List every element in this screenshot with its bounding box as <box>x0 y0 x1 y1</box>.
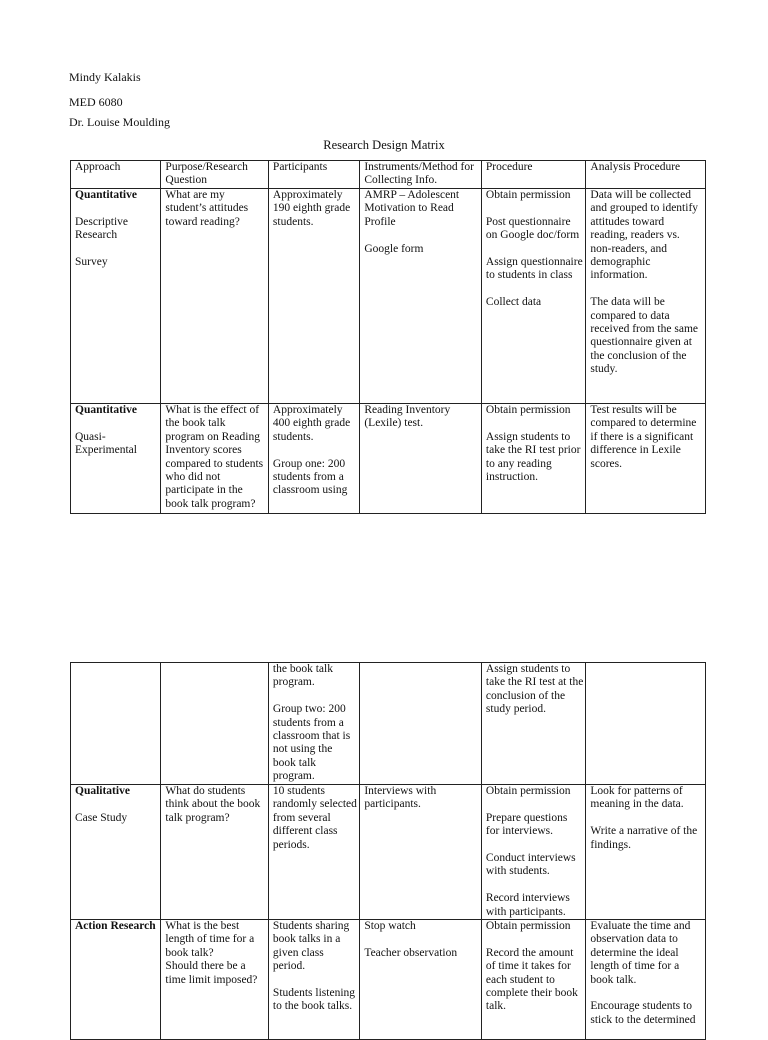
course-code: MED 6080 <box>69 95 123 109</box>
participants-cell <box>268 785 359 920</box>
approach-detail: Case Study <box>75 811 128 824</box>
cell-text: Should there be a time limit imposed? <box>165 960 258 986</box>
column-header: Procedure <box>481 161 585 189</box>
table-row <box>71 189 706 404</box>
purpose-cell <box>161 785 269 920</box>
cell-text: Assign questionnaire to students in class <box>485 256 583 282</box>
approach-type: Action Research <box>75 920 156 933</box>
table-row <box>71 785 706 920</box>
cell-text: Write a narrative of the findings. <box>590 825 698 851</box>
participants-cell <box>268 663 359 785</box>
cell-text: Post questionnaire on Google doc/form <box>485 215 580 242</box>
cell-text: Students listening to the book talks. <box>272 987 356 1013</box>
approach-type: Quantitative <box>75 404 137 416</box>
cell-text: the book talk program. <box>272 663 333 689</box>
analysis-cell <box>586 189 706 404</box>
column-header: Purpose/Research Question <box>161 161 269 189</box>
instruments-cell <box>360 785 482 920</box>
cell-text: What is the best length of time for a book talk? <box>165 920 255 959</box>
cell-text: AMRP – Adolescent Motivation to Read Profile <box>364 189 460 228</box>
purpose-cell <box>161 189 269 404</box>
purpose-cell <box>161 920 269 1040</box>
approach-cell <box>71 785 161 920</box>
analysis-cell <box>586 663 706 785</box>
instruments-cell <box>360 663 482 785</box>
purpose-cell <box>161 663 269 785</box>
approach-cell <box>71 189 161 404</box>
cell-text: Assign students to take the RI test prior to any reading instruction. <box>485 430 581 484</box>
participants-cell <box>268 920 359 1040</box>
cell-text: Obtain permission <box>485 920 571 933</box>
table-row <box>71 920 706 1040</box>
research-matrix-table-page2 <box>70 662 706 1040</box>
procedure-cell <box>481 920 585 1040</box>
instructor-name: Dr. Louise Moulding <box>69 115 170 129</box>
participants-cell <box>268 404 359 514</box>
cell-text: Approximately 190 eighth grade students. <box>272 189 351 228</box>
column-header: Analysis Procedure <box>586 161 706 189</box>
column-header: Participants <box>268 161 359 189</box>
cell-text: Google form <box>364 242 424 255</box>
instruments-cell <box>360 920 482 1040</box>
cell-text: Collect data <box>485 296 542 309</box>
analysis-cell <box>586 785 706 920</box>
purpose-cell <box>161 404 269 514</box>
cell-text: Prepare questions for interviews. <box>485 811 568 838</box>
document-title: Research Design Matrix <box>323 138 445 152</box>
approach-cell <box>71 404 161 514</box>
cell-text: Group two: 200 students from a classroom that is not using the book talk program. <box>272 703 351 783</box>
table-row <box>71 404 706 514</box>
approach-cell <box>71 920 161 1040</box>
research-matrix-table-page1 <box>70 160 706 514</box>
cell-text: Conduct interviews with students. <box>485 852 576 878</box>
cell-text: Record the amount of time it takes for each student to complete their book talk. <box>485 946 578 1013</box>
analysis-cell <box>586 404 706 514</box>
cell-text: What are my student’s attitudes toward reading? <box>165 189 249 228</box>
column-header: Approach <box>71 161 161 189</box>
cell-text: Evaluate the time and observation data to determine the ideal length of time for a book talk. <box>590 920 691 986</box>
table-row <box>71 663 706 785</box>
analysis-cell <box>586 920 706 1040</box>
cell-text: Record interviews with participants. <box>485 892 570 918</box>
approach-type: Quantitative <box>75 189 137 201</box>
cell-text: Test results will be compared to determine if there is a significant difference in Lexile scores. <box>590 404 697 470</box>
approach-cell <box>71 663 161 785</box>
procedure-cell <box>481 785 585 920</box>
instruments-cell <box>360 189 482 404</box>
instruments-cell <box>360 404 482 514</box>
cell-text: Group one: 200 students from a classroom using <box>272 457 348 497</box>
cell-text: Obtain permission <box>485 404 571 416</box>
table-header-row <box>71 161 706 189</box>
participants-cell <box>268 189 359 404</box>
procedure-cell <box>481 663 585 785</box>
cell-text: Obtain permission <box>485 189 571 201</box>
cell-text: 10 students randomly selected from several different class periods. <box>272 785 357 851</box>
cell-text: Approximately 400 eighth grade students. <box>272 404 351 443</box>
cell-text: Assign students to take the RI test at the conclusion of the study period. <box>485 663 584 716</box>
cell-text: Stop watch <box>364 920 416 933</box>
approach-detail: Survey <box>75 256 108 268</box>
column-header: Instruments/Method for Collecting Info. <box>360 161 482 189</box>
cell-text: The data will be compared to data received from the same questionnaire given at the conclusion of the study. <box>590 296 698 376</box>
approach-detail: Descriptive Research <box>75 215 129 242</box>
procedure-cell <box>481 189 585 404</box>
cell-text: Students sharing book talks in a given class period. <box>272 920 350 973</box>
cell-text: Reading Inventory (Lexile) test. <box>364 404 451 430</box>
cell-text: Encourage students to stick to the determined <box>590 1000 696 1026</box>
cell-text: Obtain permission <box>485 785 571 797</box>
approach-type: Qualitative <box>75 785 130 797</box>
cell-text: Look for patterns of meaning in the data. <box>590 785 684 811</box>
approach-detail: Quasi-Experimental <box>75 430 137 457</box>
cell-text: Teacher observation <box>364 946 458 959</box>
cell-text: Interviews with participants. <box>364 785 437 811</box>
procedure-cell <box>481 404 585 514</box>
cell-text: What is the effect of the book talk program on Reading Inventory scores compared to students who did not participate in the book talk program? <box>165 404 264 510</box>
cell-text: What do students think about the book talk program? <box>165 785 261 824</box>
author-name: Mindy Kalakis <box>69 70 141 84</box>
cell-text: Data will be collected and grouped to identify attitudes toward reading, readers vs. non-readers, and demographic information. <box>590 189 699 282</box>
